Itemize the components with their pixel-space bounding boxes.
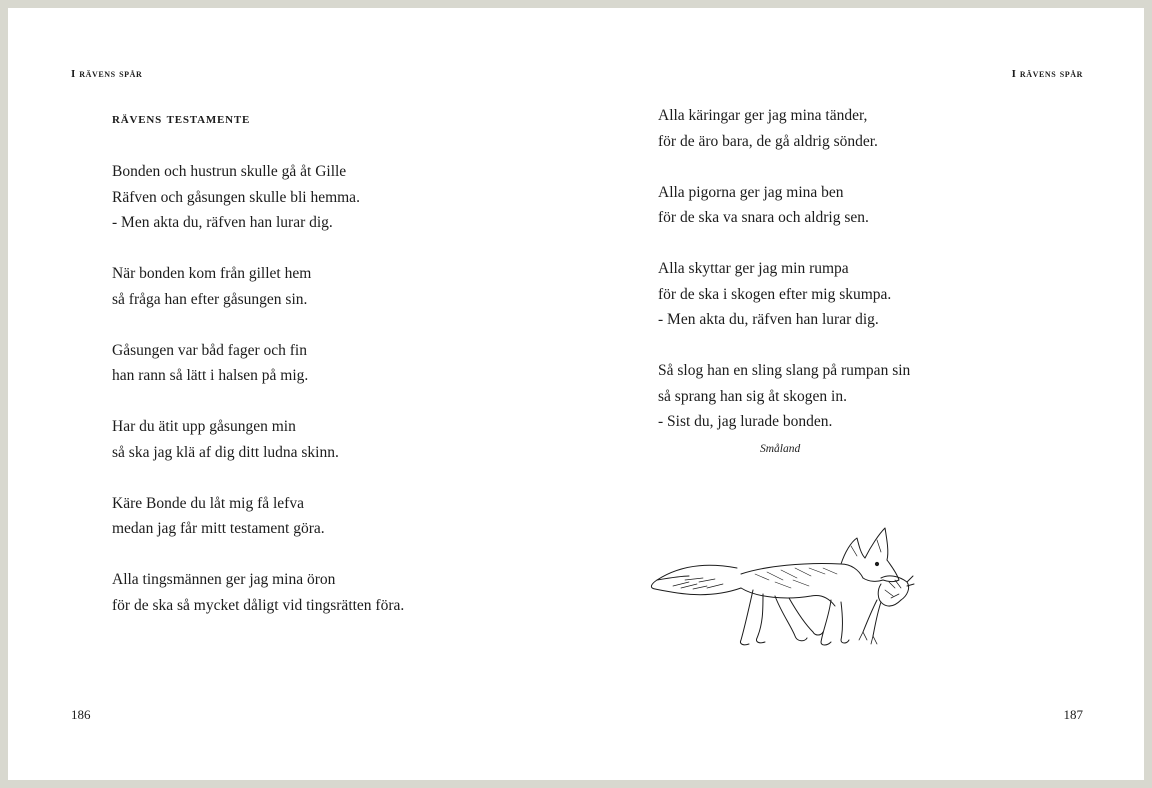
running-head-left: I rävens spår	[71, 68, 143, 80]
stanza	[112, 414, 404, 465]
stanza	[112, 491, 404, 542]
verse-line: Alla skyttar ger jag min rumpa	[658, 260, 849, 277]
verse-line: medan jag får mitt testament göra.	[112, 520, 325, 537]
fox-with-gosling-illustration	[645, 516, 915, 666]
book-spread	[8, 8, 1144, 780]
stanza	[658, 358, 910, 435]
verse-line: för de ska så mycket dåligt vid tingsrätten föra.	[112, 596, 405, 614]
verse-line: - Men akta du, räfven han lurar dig.	[112, 214, 333, 231]
poem-title: rävens testamente	[112, 111, 251, 127]
verse-line: Alla pigorna ger jag mina ben	[658, 183, 844, 201]
verse-line: så fråga han efter gåsungen sin.	[112, 290, 308, 308]
stanza	[112, 159, 404, 236]
verse-line: Så slog han en sling slang på rumpan sin	[658, 362, 911, 379]
verse-line: Alla käringar ger jag mina tänder,	[658, 107, 868, 124]
stanza	[112, 338, 404, 389]
stanza	[112, 261, 404, 312]
verse-line: så ska jag klä af dig ditt ludna skinn.	[112, 443, 339, 461]
poem-column-right	[658, 103, 910, 460]
verse-line: för de ska va snara och aldrig sen.	[658, 209, 869, 226]
poem-column-left	[112, 159, 404, 644]
verse-line: så sprang han sig åt skogen in.	[658, 387, 847, 405]
verse-line: Har du ätit upp gåsungen min	[112, 418, 296, 435]
running-head-right: I rävens spår	[1011, 68, 1083, 80]
verse-line: Alla tingsmännen ger jag mina öron	[112, 571, 336, 588]
verse-line: När bonden kom från gillet hem	[112, 265, 312, 282]
verse-line: för de ska i skogen efter mig skumpa.	[658, 285, 892, 303]
verse-line: han rann så lätt i halsen på mig.	[112, 367, 309, 384]
verse-line: för de äro bara, de gå aldrig sönder.	[658, 132, 878, 150]
page-number-right: 187	[1063, 707, 1083, 722]
verse-line: Bonden och hustrun skulle gå åt Gille	[112, 163, 347, 180]
verse-line: - Sist du, jag lurade bonden.	[658, 413, 833, 430]
verse-line: Gåsungen var båd fager och fin	[112, 341, 307, 359]
stanza	[658, 180, 910, 231]
stanza	[112, 567, 404, 618]
verse-line: Räfven och gåsungen skulle bli hemma.	[112, 188, 360, 206]
stanza	[658, 256, 910, 333]
stanza	[658, 103, 910, 154]
page-number-left: 186	[71, 707, 91, 722]
verse-line: Käre Bonde du låt mig få lefva	[112, 494, 304, 512]
provenance-note: Småland	[760, 443, 801, 455]
verse-line: - Men akta du, räfven han lurar dig.	[658, 311, 879, 328]
